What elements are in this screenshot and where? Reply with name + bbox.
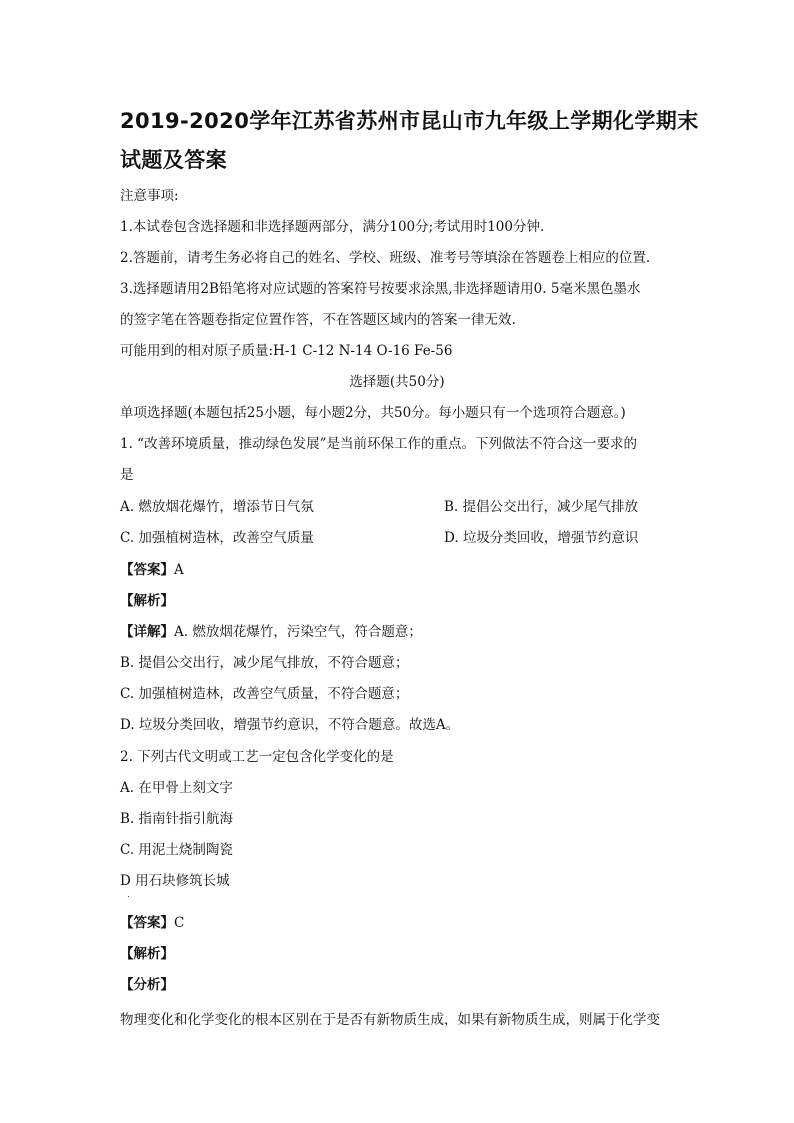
note-3-line-2: 的签字笔在答题卷指定位置作答，不在答题区域内的答案一律无效.	[120, 312, 516, 328]
q2-fenxi-tag: 【分析】	[120, 977, 174, 993]
q1-option-d: D. 垃圾分类回收，增强节约意识	[444, 530, 639, 546]
q2-answer	[120, 914, 184, 932]
note-1: 1.本试卷包含选择题和非选择题两部分，满分100分;考试用时100分钟.	[120, 219, 545, 235]
q1-option-b: B. 提倡公交出行，减少尾气排放	[444, 499, 639, 515]
stray-dot	[128, 896, 129, 897]
document-title-line-1: 2019-2020学年江苏省苏州市昆山市九年级上学期化学期末	[120, 109, 699, 133]
q1-answer-tag: 【答案】	[120, 562, 174, 578]
q1-option-c: C. 加强植树造林，改善空气质量	[120, 530, 314, 546]
section-heading: 选择题(共50分)	[349, 374, 445, 390]
q1-detail-a-text: A. 燃放烟花爆竹，污染空气，符合题意；	[174, 624, 422, 640]
document-title-line-2: 试题及答案	[120, 148, 227, 172]
q2-answer-value: C	[174, 915, 185, 931]
q1-stem-line-2: 是	[120, 467, 134, 483]
q1-answer-value: A	[174, 562, 184, 578]
section-intro: 单项选择题(本题包括25小题，每小题2分，共50分。每小题只有一个选项符合题意。)	[120, 405, 626, 421]
q2-option-b: B. 指南针指引航海	[120, 811, 234, 827]
atomic-mass-line: 可能用到的相对原子质量:H-1 C-12 N-14 O-16 Fe-56	[120, 343, 453, 359]
q1-detail-d: D. 垃圾分类回收，增强节约意识，不符合题意。故选A。	[120, 717, 460, 733]
q2-analysis-tag: 【解析】	[120, 946, 174, 962]
q2-fenxi-text: 物理变化和化学变化的根本区别在于是否有新物质生成，如果有新物质生成，则属于化学变	[120, 1012, 660, 1028]
q1-detail-c: C. 加强植树造林，改善空气质量，不符合题意；	[120, 686, 409, 702]
note-3-line-1: 3.选择题请用2B铅笔将对应试题的答案符号按要求涂黑,非选择题请用0. 5毫米黑色墨水	[120, 281, 641, 297]
q2-option-d: D 用石块修筑长城	[120, 873, 230, 889]
q1-stem-line-1: 1. “改善环境质量，推动绿色发展”是当前环保工作的重点。下列做法不符合这一要求的	[120, 436, 637, 452]
q1-detail-tag: 【详解】	[120, 624, 174, 640]
q2-option-a: A. 在甲骨上刻文字	[120, 780, 233, 796]
q1-answer	[120, 561, 184, 579]
q2-stem: 2. 下列古代文明或工艺一定包含化学变化的是	[120, 749, 394, 765]
note-2: 2.答题前，请考生务必将自己的姓名、学校、班级、准考号等填涂在答题卷上相应的位置.	[120, 250, 651, 266]
notes-heading: 注意事项:	[120, 188, 179, 204]
q1-detail-b: B. 提倡公交出行，减少尾气排放，不符合题意；	[120, 655, 409, 671]
q1-option-a: A. 燃放烟花爆竹，增添节日气氛	[120, 499, 314, 515]
q2-answer-tag: 【答案】	[120, 915, 174, 931]
q2-option-c: C. 用泥土烧制陶瓷	[120, 842, 233, 858]
q1-detail-a	[120, 623, 422, 641]
q1-analysis-tag: 【解析】	[120, 593, 174, 609]
